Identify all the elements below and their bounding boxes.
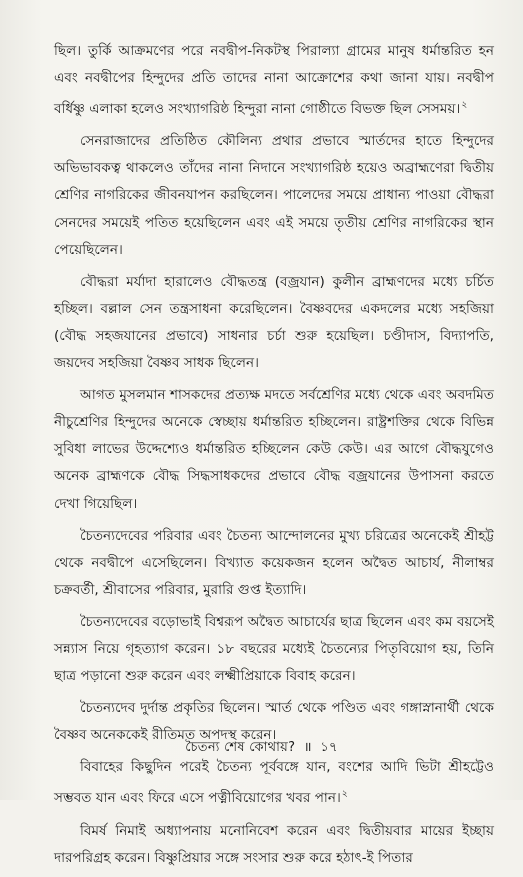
footer-separator: ॥	[303, 740, 312, 755]
footnote-marker: ২	[341, 789, 348, 800]
paragraph-6	[54, 609, 494, 690]
running-title: চৈতন্য শেষ কোথায়?	[185, 740, 296, 755]
paragraph-text: সেনরাজাদের প্রতিষ্ঠিত কৌলিন্য প্রথার প্রভাবে স্মার্তদের হাতে হিন্দুদের অভিভাবকত্ব থাকলেও তাঁদের নানা নিদানে সংখ্যাগরিষ্ঠ হয়েও অব্রাহ্মণেরা দ্বিতীয় শ্রেণির নাগরিকের জীবনযাপন করছিলেন। পালেদের সময়ে প্রাধান্য পাওয়া বৌদ্ধরা সেনদের সময়েই পতিত হয়েছিলেন এবং এই সময়ে তৃতীয় শ্রেণির নাগরিকের স্থান পেয়েছিলেন।	[54, 133, 494, 258]
paragraph-text: বৌদ্ধরা মর্যাদা হারালেও বৌদ্ধতন্ত্র (বজ্রযান) কুলীন ব্রাহ্মণদের মধ্যে চর্চিত হচ্ছিল। বল্লাল সেন তন্ত্রসাধনা করেছিলেন। বৈষ্ণবদের একদলের মধ্যে সহজিয়া (বৌদ্ধ সহজযানের প্রভাবে) সাধনার চর্চা শুরু হয়েছিল। চণ্ডীদাস, বিদ্যাপতি, জয়দেব সহজিয়া বৈষ্ণব সাধক ছিলেন।	[54, 273, 494, 372]
paragraph-text: বিবাহের কিছুদিন পরেই চৈতন্য পূর্ববঙ্গে যান, বংশের আদি ভিটা শ্রীহট্টেও সম্ভবত যান এবং ফিরে এসে পত্নীবিয়োগের খবর পান।	[54, 759, 494, 807]
paragraph-text: বিমর্ষ নিমাই অধ্যাপনায় মনোনিবেশ করেন এবং দ্বিতীয়বার মায়ের ইচ্ছায় দারপরিগ্রহ করেন। বিষ্ণুপ্রিয়ার সঙ্গে সংসার শুরু করে হঠাৎ-ই পিতার	[54, 822, 494, 866]
paragraph-text: ছিল। তুর্কি আক্রমণের পরে নবদ্বীপ-নিকটস্থ পিরাল্যা গ্রামের মানুষ ধর্মান্তরিত হন এবং নবদ্বীপের হিন্দুদের প্রতি তাদের নানা আক্রোশের কথা জানা যায়। নবদ্বীপ বর্ধিষ্ণু এলাকা হলেও সংখ্যাগরিষ্ঠ হিন্দুরা নানা গোষ্ঠীতে বিভক্ত ছিল সেসময়।	[54, 43, 494, 118]
paragraph-text: আগত মুসলমান শাসকদের প্রত্যক্ষ মদতে সর্বশ্রেণির মধ্যে থেকে এবং অবদমিত নীচুশ্রেণির হিন্দুদের অনেকে স্বেচ্ছায় ধর্মান্তরিত হচ্ছিলেন। রাষ্ট্রশক্তির থেকে বিভিন্ন সুবিধা লাভের উদ্দেশ্যেও ধর্মান্তরিত হচ্ছিলেন কেউ কেউ। এর আগে বৌদ্ধযুগেও অনেক ব্রাহ্মণকে বৌদ্ধ সিদ্ধসাধকদের প্রভাবে বৌদ্ধ বজ্রযানের উপাসনা করতে দেখা গিয়েছিল।	[54, 387, 494, 512]
paragraph-text: চৈতন্যদেব দুর্দান্ত প্রকৃতির ছিলেন। স্মার্ত থেকে পণ্ডিত এবং গঙ্গাস্নানার্থী থেকে বৈষ্ণব অনেককেই রীতিমত অপদস্থ করেন।	[54, 700, 494, 744]
paragraph-4	[54, 382, 494, 517]
page-number: ১৭	[320, 740, 338, 755]
paragraph-text: চৈতন্যদেবের বড়োভাই বিশ্বরূপ অদ্বৈত আচার্যের ছাত্র ছিলেন এবং কম বয়সেই সন্ন্যাস নিয়ে গৃহত্যাগ করেন। ১৮ বছরের মধ্যেই চৈতন্যের পিতৃবিয়োগ হয়, তিনি ছাত্র পড়ানো শুরু করেন এবং লক্ষ্মীপ্রিয়াকে বিবাহ করেন।	[54, 613, 494, 685]
paragraph-8	[54, 754, 494, 812]
footnote-marker: ২	[461, 100, 468, 111]
paragraph-3	[54, 269, 494, 377]
page-footer	[0, 737, 523, 759]
paragraph-2	[54, 128, 494, 263]
paragraph-9	[54, 818, 494, 872]
paragraph-text: চৈতন্যদেবের পরিবার এবং চৈতন্য আন্দোলনের মুখ্য চরিত্রের অনেকেই শ্রীহট্ট থেকে নবদ্বীপে এসেছিলেন। বিখ্যাত কয়েকজন হলেন অদ্বৈত আচার্য, নীলাম্বর চক্রবর্তী, শ্রীবাসের পরিবার, মুরারি গুপ্ত ইত্যাদি।	[54, 527, 494, 598]
paragraph-1	[54, 38, 494, 123]
paragraph-5	[54, 523, 494, 604]
